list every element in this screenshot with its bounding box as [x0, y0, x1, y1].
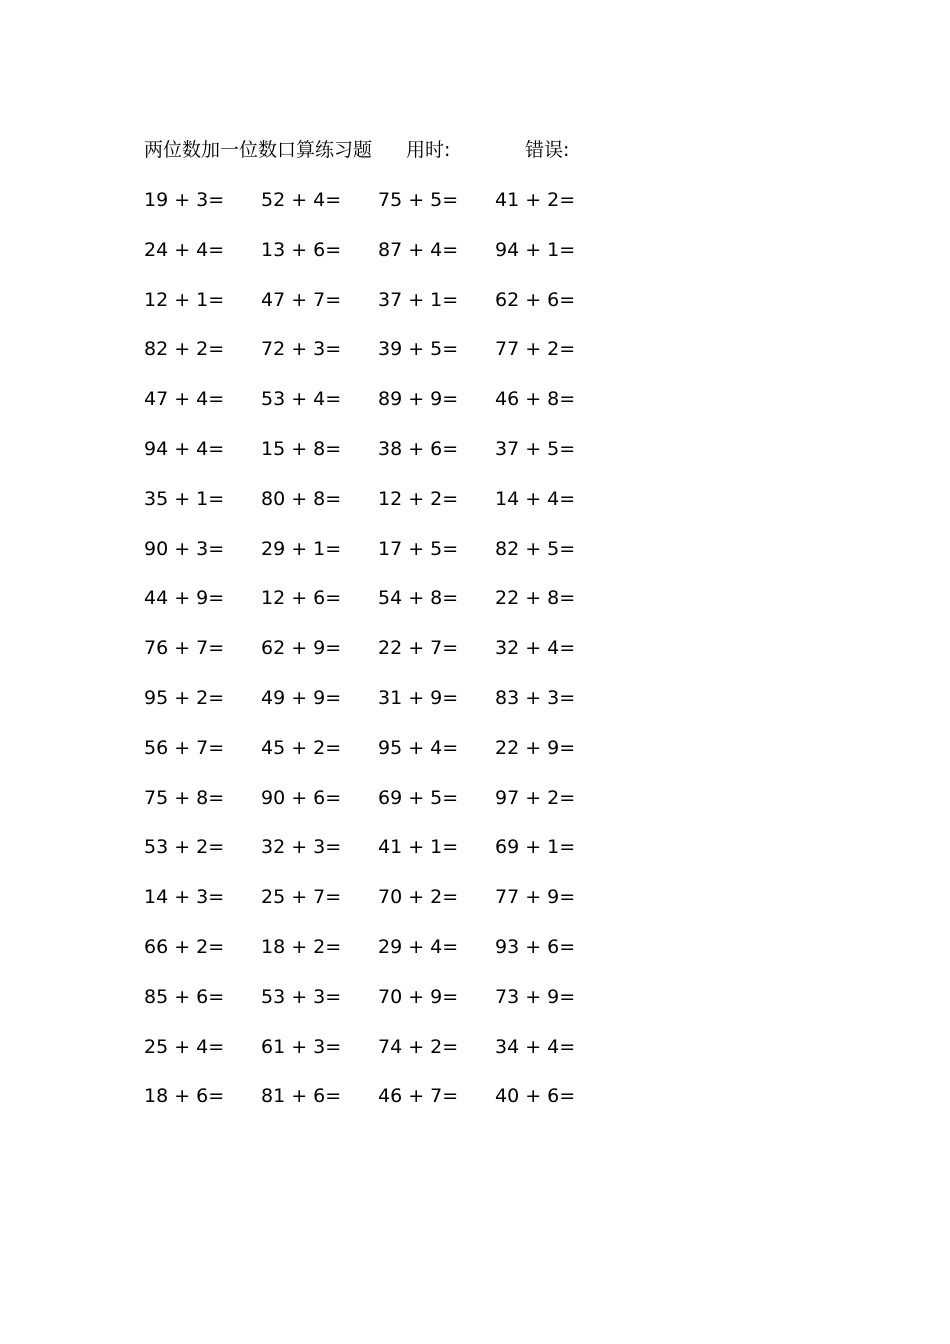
- problem-item: 75 + 8=: [144, 786, 225, 809]
- problem-item: 94 + 1=: [495, 238, 576, 261]
- problem-item: 95 + 2=: [144, 686, 225, 709]
- problem-item: 47 + 7=: [261, 288, 342, 311]
- problem-grid: [144, 186, 614, 1132]
- problem-item: 70 + 2=: [378, 886, 459, 909]
- problem-item: 41 + 2=: [495, 189, 576, 211]
- problem-item: 85 + 6=: [144, 985, 225, 1008]
- problem-item: 46 + 7=: [378, 1085, 459, 1108]
- problem-item: 12 + 1=: [144, 288, 225, 311]
- problem-item: 41 + 1=: [378, 836, 459, 859]
- worksheet-title: 两位数加一位数口算练习题: [144, 139, 373, 161]
- problem-item: 94 + 4=: [144, 437, 225, 460]
- problem-item: 80 + 8=: [261, 487, 342, 510]
- time-label: 用时:: [406, 139, 451, 161]
- problem-row: [144, 385, 614, 435]
- problem-row: [144, 734, 614, 784]
- problem-item: 73 + 9=: [495, 985, 576, 1008]
- problem-row: [144, 535, 614, 585]
- problem-item: 39 + 5=: [378, 338, 459, 361]
- problem-item: 69 + 5=: [378, 786, 459, 809]
- problem-item: 61 + 3=: [261, 1035, 342, 1058]
- problem-row: [144, 784, 614, 834]
- problem-item: 15 + 8=: [261, 437, 342, 460]
- problem-item: 76 + 7=: [144, 637, 225, 660]
- problem-item: 83 + 3=: [495, 686, 576, 709]
- problem-item: 45 + 2=: [261, 736, 342, 759]
- problem-row: [144, 584, 614, 634]
- problem-item: 14 + 4=: [495, 487, 576, 510]
- problem-row: [144, 933, 614, 983]
- problem-row: [144, 1082, 614, 1132]
- problem-row: [144, 186, 614, 236]
- problem-row: [144, 634, 614, 684]
- problem-item: 54 + 8=: [378, 587, 459, 610]
- problem-item: 34 + 4=: [495, 1035, 576, 1058]
- problem-item: 31 + 9=: [378, 686, 459, 709]
- problem-item: 77 + 2=: [495, 338, 576, 361]
- problem-item: 37 + 1=: [378, 288, 459, 311]
- problem-item: 29 + 1=: [261, 537, 342, 560]
- problem-item: 35 + 1=: [144, 487, 225, 510]
- problem-item: 14 + 3=: [144, 886, 225, 909]
- problem-item: 12 + 6=: [261, 587, 342, 610]
- problem-item: 74 + 2=: [378, 1035, 459, 1058]
- problem-item: 82 + 5=: [495, 537, 576, 560]
- problem-item: 17 + 5=: [378, 537, 459, 560]
- problem-item: 38 + 6=: [378, 437, 459, 460]
- problem-item: 25 + 4=: [144, 1035, 225, 1058]
- problem-item: 49 + 9=: [261, 686, 342, 709]
- problem-item: 40 + 6=: [495, 1085, 576, 1108]
- problem-item: 53 + 4=: [261, 388, 342, 411]
- problem-row: [144, 286, 614, 336]
- problem-item: 89 + 9=: [378, 388, 459, 411]
- problem-item: 52 + 4=: [261, 189, 342, 211]
- problem-item: 66 + 2=: [144, 935, 225, 958]
- problem-row: [144, 833, 614, 883]
- problem-item: 18 + 2=: [261, 935, 342, 958]
- problem-item: 70 + 9=: [378, 985, 459, 1008]
- problem-row: [144, 1033, 614, 1083]
- problem-item: 13 + 6=: [261, 238, 342, 261]
- problem-item: 37 + 5=: [495, 437, 576, 460]
- problem-item: 53 + 2=: [144, 836, 225, 859]
- problem-item: 22 + 9=: [495, 736, 576, 759]
- problem-item: 87 + 4=: [378, 238, 459, 261]
- problem-item: 62 + 9=: [261, 637, 342, 660]
- problem-item: 25 + 7=: [261, 886, 342, 909]
- problem-item: 32 + 3=: [261, 836, 342, 859]
- problem-item: 90 + 6=: [261, 786, 342, 809]
- problem-item: 32 + 4=: [495, 637, 576, 660]
- problem-item: 18 + 6=: [144, 1085, 225, 1108]
- problem-row: [144, 983, 614, 1033]
- problem-row: [144, 236, 614, 286]
- errors-label: 错误:: [525, 139, 570, 161]
- problem-item: 53 + 3=: [261, 985, 342, 1008]
- problem-row: [144, 684, 614, 734]
- problem-item: 24 + 4=: [144, 238, 225, 261]
- problem-item: 75 + 5=: [378, 189, 459, 211]
- problem-item: 72 + 3=: [261, 338, 342, 361]
- problem-item: 19 + 3=: [144, 189, 225, 211]
- problem-item: 95 + 4=: [378, 736, 459, 759]
- problem-row: [144, 883, 614, 933]
- problem-item: 22 + 7=: [378, 637, 459, 660]
- problem-item: 29 + 4=: [378, 935, 459, 958]
- problem-item: 93 + 6=: [495, 935, 576, 958]
- problem-row: [144, 435, 614, 485]
- problem-item: 44 + 9=: [144, 587, 225, 610]
- problem-item: 82 + 2=: [144, 338, 225, 361]
- problem-item: 56 + 7=: [144, 736, 225, 759]
- problem-item: 81 + 6=: [261, 1085, 342, 1108]
- problem-row: [144, 485, 614, 535]
- problem-item: 62 + 6=: [495, 288, 576, 311]
- problem-item: 69 + 1=: [495, 836, 576, 859]
- problem-item: 46 + 8=: [495, 388, 576, 411]
- problem-item: 22 + 8=: [495, 587, 576, 610]
- problem-item: 77 + 9=: [495, 886, 576, 909]
- problem-item: 47 + 4=: [144, 388, 225, 411]
- problem-item: 97 + 2=: [495, 786, 576, 809]
- problem-item: 90 + 3=: [144, 537, 225, 560]
- problem-row: [144, 335, 614, 385]
- problem-item: 12 + 2=: [378, 487, 459, 510]
